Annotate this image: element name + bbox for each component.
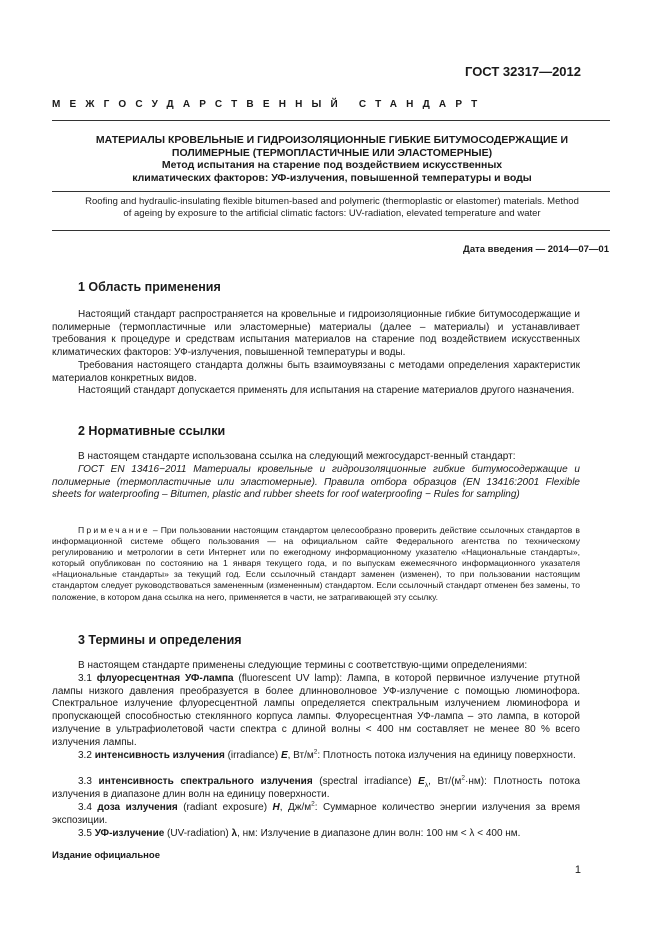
- term-text: (fluorescent UV lamp): Лампа, в которой первичное излучение ртутной лампы низкого давления преобразуется в более длинноволновое УФ-излучение с помощью люминофора. Спектральное излучение флуоресцентной лампы определяется спектральным излучением люминофора и пропускающей способностью стеклянного корпуса лампы. Флуоресцентная УФ-лампа – это лампа, в которой излучение в ультрафиолетовой части спектра с длиной волны < 400 нм составляет не менее 80 % всего излучения лампы.: [52, 673, 580, 748]
- term-definition: [52, 673, 580, 749]
- term-name: флуоресцентная УФ-лампа: [96, 673, 234, 684]
- subscript: λ: [424, 782, 429, 789]
- term-number: 3.5: [78, 828, 95, 839]
- term-text: (irradiance): [224, 750, 281, 761]
- paragraph: В настоящем стандарте применены следующие термины с соответствую-щими определениями:: [78, 660, 528, 671]
- reference-entry: ГОСТ EN 13416−2011 Материалы кровельные и гидроизоляционные гибкие битумосодержащие и полимерные (термопластичные или эластомерные). Правила отбора образцов (EN 13416:2001 Flexible sheets for waterproofing – Bitumen, plastic and rubber sheets for roof waterproofing − Rules for sampling): [52, 464, 580, 501]
- header-divider: [52, 120, 610, 121]
- term-name: интенсивность излучения: [94, 750, 225, 761]
- term-definition: [52, 828, 580, 841]
- term-definition: [52, 776, 580, 801]
- note-text: – При пользовании настоящим стандартом целесообразно проверить действие ссылочных стандартов в информационной системе общего пользования — на официальном сайте Федерального агентства по техническому регулированию и метрологии в сети Интернет или по ежегодному информационному указателю «Национальные стандарты», который опубликован по состоянию на 1 января текущего года, и по выпускам ежемесячного информационного указателя «Национальные стандарты» за текущий год. Если ссылочный стандарт заменен (изменен), то при пользовании настоящим стандартом следует руководствоваться замененным (измененным) стандартом. Если ссылочный стандарт отменен без замены, то положение, в котором дана ссылка на него, применяется в части, не затрагивающей эту ссылку.: [52, 525, 580, 602]
- term-symbol: λ: [231, 828, 238, 839]
- title-line: Roofing and hydraulic-insulating flexible bitumen-based and polymeric (thermoplastic or elastomer) materials. Method: [85, 196, 579, 207]
- term-text: : Суммарное количество энергии излучения за время экспозиции.: [52, 802, 580, 826]
- title-divider: [52, 191, 610, 192]
- section-heading-references: 2 Нормативные ссылки: [78, 424, 226, 438]
- paragraph: Требования настоящего стандарта должны быть взаимоувязаны с методами определения характеристик материалов конкретных видов.: [52, 360, 580, 384]
- term-number: 3.3: [78, 776, 99, 787]
- introduction-date: Дата введения — 2014—07—01: [463, 244, 609, 255]
- gost-number: ГОСТ 32317—2012: [465, 64, 581, 79]
- english-title: [52, 196, 612, 220]
- term-number: 3.2: [78, 750, 95, 761]
- term-name: УФ-излучение: [94, 828, 165, 839]
- paragraph: Настоящий стандарт распространяется на кровельные и гидроизоляционные гибкие битумосодержащие и полимерные (термопластичные или эластомерные) материалы (далее – материалы) и устанавливает требования к процедуре и средствам испытания материалов на старение под воздействием искусственных климатических факторов: УФ-излучения, повышенной температуры и воды.: [52, 309, 580, 359]
- term-text: (UV-radiation): [164, 828, 232, 839]
- term-number: 3.1: [78, 673, 97, 684]
- page-number: 1: [574, 864, 581, 876]
- title-line: of ageing by exposure to the artificial climatic factors: UV-radiation, elevated temperature and water: [123, 208, 541, 219]
- term-text: (radiant exposure): [177, 802, 273, 813]
- section-heading-scope: 1 Область применения: [78, 280, 221, 294]
- note: [52, 525, 580, 603]
- term-text: , нм: Излучение в диапазоне длин волн: 100 нм < λ < 400 нм.: [237, 828, 521, 839]
- paragraph: Настоящий стандарт допускается применять для испытания на старение материалов другого назначения.: [78, 385, 575, 396]
- title-line: климатических факторов: УФ-излучения, повышенной температуры и воды: [132, 171, 532, 184]
- title-line: ПОЛИМЕРНЫЕ (ТЕРМОПЛАСТИЧНЫЕ ИЛИ ЭЛАСТОМЕРНЫЕ): [171, 146, 493, 159]
- superscript: 2: [313, 748, 318, 756]
- superscript: 2: [311, 800, 315, 808]
- note-label: Примечание: [78, 525, 150, 535]
- term-text: : Плотность потока излучения на единицу поверхности.: [317, 750, 576, 761]
- term-name: интенсивность спектрального излучения: [98, 776, 313, 787]
- term-text: , Вт/м: [287, 750, 314, 761]
- term-name: доза излучения: [97, 802, 178, 813]
- paragraph: В настоящем стандарте использована ссылка на следующий межгосударст-венный стандарт:: [78, 451, 516, 462]
- term-symbol: E: [280, 750, 288, 761]
- term-text: , Вт/(м: [428, 776, 462, 787]
- section-heading-terms: 3 Термины и определения: [78, 633, 242, 647]
- term-text: ·нм): Плотность потока излучения в диапазоне длин волн на единицу поверхности.: [52, 776, 581, 800]
- term-text: , Дж/м: [279, 802, 312, 813]
- term-symbol: E: [418, 776, 425, 787]
- russian-title: [52, 134, 612, 184]
- standard-type-banner: МЕЖГОСУДАРСТВЕННЫЙ СТАНДАРТ: [52, 99, 487, 110]
- term-text: (spectral irradiance): [312, 776, 419, 787]
- term-definition: [52, 802, 580, 827]
- term-definition: [52, 750, 580, 763]
- title-line: Метод испытания на старение под воздействием искусственных: [161, 159, 503, 171]
- term-number: 3.4: [78, 802, 98, 813]
- title-bottom-divider: [52, 230, 610, 231]
- title-line: МАТЕРИАЛЫ КРОВЕЛЬНЫЕ И ГИДРОИЗОЛЯЦИОННЫЕ ГИБКИЕ БИТУМОСОДЕРЖАЩИЕ И: [95, 134, 569, 146]
- superscript: 2: [461, 774, 466, 782]
- term-symbol: H: [272, 802, 280, 813]
- edition-label: Издание официальное: [52, 850, 160, 861]
